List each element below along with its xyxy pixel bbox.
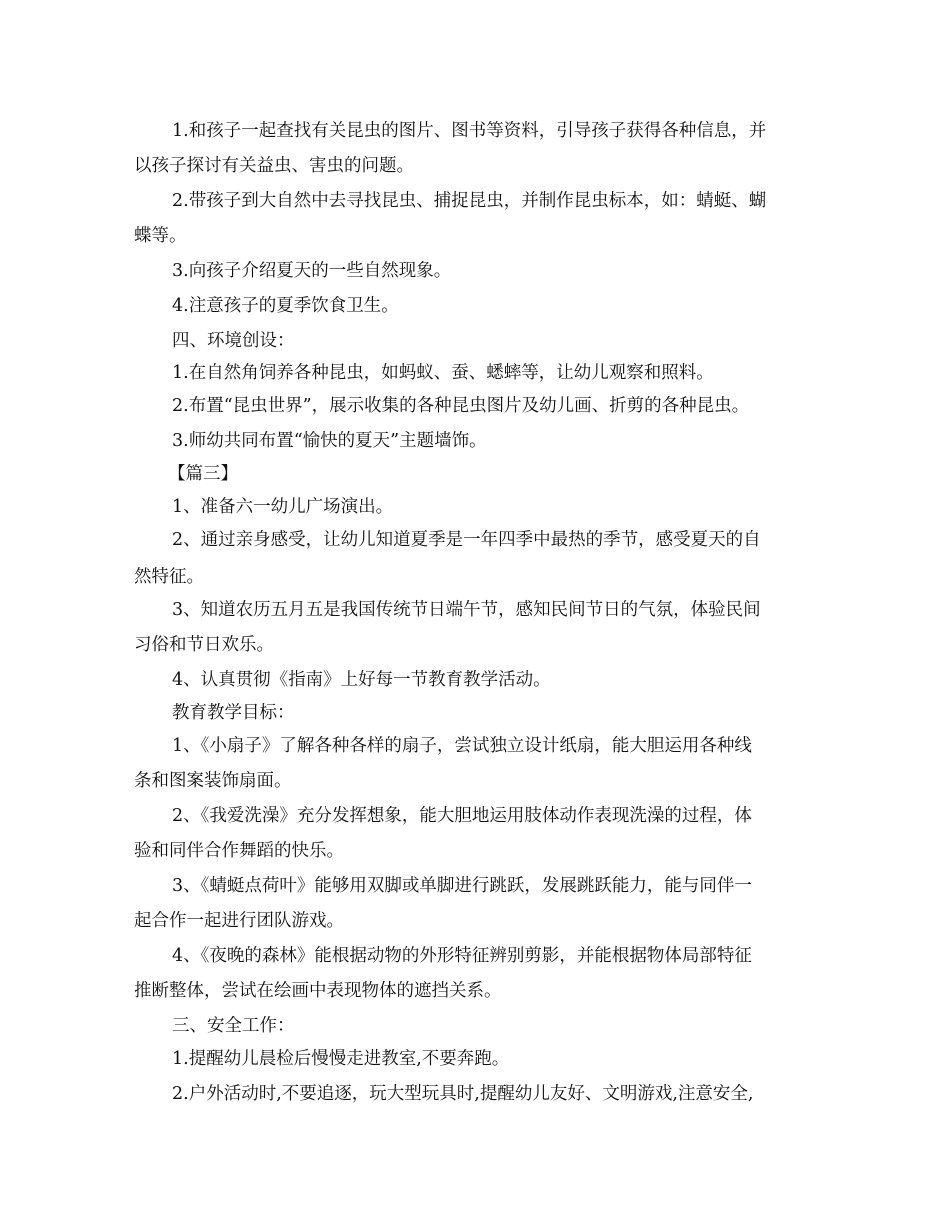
paragraph-line: 2、《我爱洗澡》充分发挥想象，能大胆地运用肢体动作表现洗澡的过程，体 — [172, 806, 752, 826]
paragraph-line: 3.师幼共同布置“愉快的夏天”主题墙饰。 — [172, 431, 487, 451]
section-heading: 【篇三】 — [168, 464, 238, 484]
paragraph-line: 验和同伴合作舞蹈的快乐。 — [134, 841, 344, 861]
paragraph-line: 起合作一起进行团队游戏。 — [134, 911, 344, 931]
paragraph-line: 习俗和节日欢乐。 — [134, 635, 274, 655]
paragraph-line: 1.提醒幼儿晨检后慢慢走进教室,不要奔跑。 — [172, 1049, 510, 1069]
paragraph-line: 2.带孩子到大自然中去寻找昆虫、捕捉昆虫，并制作昆虫标本，如：蜻蜓、蝴 — [172, 191, 767, 211]
section-heading: 四、环境创设： — [172, 331, 295, 351]
paragraph-line: 2.户外活动时,不要追逐，玩大型玩具时,提醒幼儿友好、文明游戏,注意安全, — [172, 1084, 754, 1104]
paragraph-line: 然特征。 — [134, 567, 204, 587]
paragraph-line: 条和图案装饰扇面。 — [134, 771, 292, 791]
paragraph-line: 2、通过亲身感受，让幼儿知道夏季是一年四季中最热的季节，感受夏天的自 — [172, 530, 761, 550]
paragraph-line: 4.注意孩子的夏季饮食卫生。 — [172, 296, 399, 316]
paragraph-line: 4、《夜晚的森林》能根据动物的外形特征辨别剪影，并能根据物体局部特征 — [172, 946, 752, 966]
paragraph-line: 3、《蜻蜓点荷叶》能够用双脚或单脚进行跳跃，发展跳跃能力，能与同伴一 — [172, 876, 752, 896]
paragraph-line: 3.向孩子介绍夏天的一些自然现象。 — [172, 261, 452, 281]
paragraph-line: 1.在自然角饲养各种昆虫，如蚂蚁、蚕、蟋蟀等，让幼儿观察和照料。 — [172, 363, 714, 383]
section-heading: 教育教学目标： — [172, 703, 295, 723]
paragraph-line: 2.布置“昆虫世界”，展示收集的各种昆虫图片及幼儿画、折剪的各种昆虫。 — [172, 396, 750, 416]
paragraph-line: 推断整体，尝试在绘画中表现物体的遮挡关系。 — [134, 981, 502, 1001]
paragraph-line: 蝶等。 — [134, 226, 187, 246]
paragraph-line: 1、《小扇子》了解各种各样的扇子，尝试独立设计纸扇，能大胆运用各种线 — [172, 736, 752, 756]
paragraph-line: 以孩子探讨有关益虫、害虫的问题。 — [134, 156, 414, 176]
paragraph-line: 3、知道农历五月五是我国传统节日端午节，感知民间节日的气氛，体验民间 — [172, 600, 761, 620]
section-heading: 三、安全工作： — [172, 1016, 295, 1036]
paragraph-line: 4、认真贯彻《指南》上好每一节教育教学活动。 — [172, 670, 551, 690]
paragraph-line: 1.和孩子一起查找有关昆虫的图片、图书等资料，引导孩子获得各种信息，并 — [172, 121, 767, 141]
paragraph-line: 1、准备六一幼儿广场演出。 — [172, 497, 394, 517]
